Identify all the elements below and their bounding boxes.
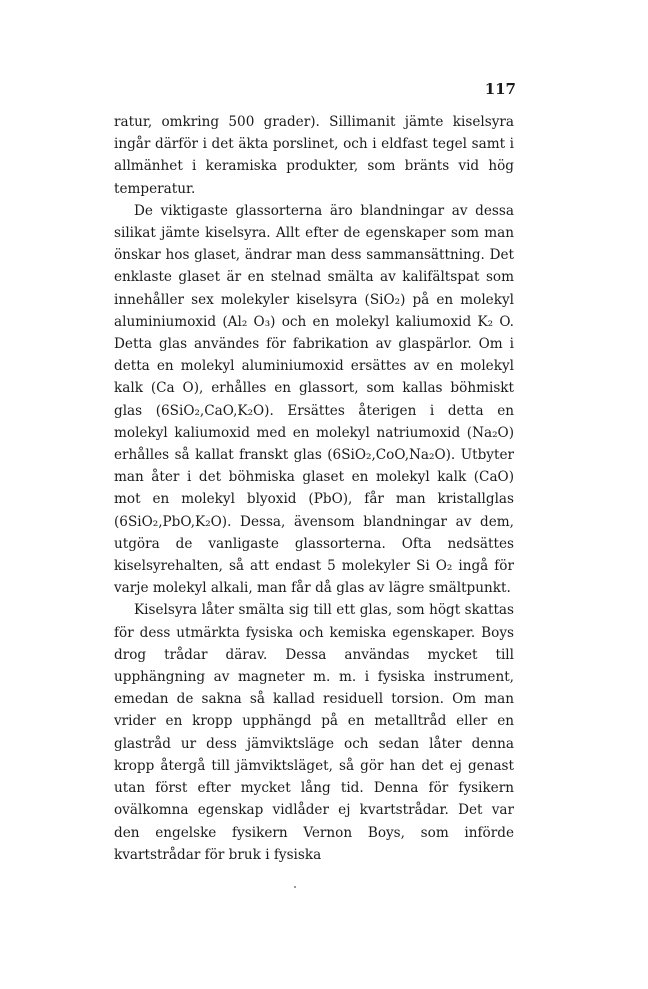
paragraph-3: Kiselsyra låter smälta sig till ett glas, som högt skattas för dess utmärkta fysiska och kemiska egenskaper. Boys drog trådar därav. Dessa användas mycket till upphängning av magneter m. m. i fysiska instrument, emedan de sakna så kallad residuell torsion. Om man vrider en kropp upphängd på en metalltråd eller en glastråd ur dess jämviktsläge och sedan låter denna kropp återgå till jämviktsläget, så gör han det ej genast utan först efter mycket lång tid. Denna för fysikern ovälkomna egenskap vidlåder ej kvartstrådar. Det var den engelske fysikern Vernon Boys, som införde kvartstrådar för bruk i fysiska	[114, 602, 514, 863]
paragraph-1: ratur, omkring 500 grader). Sillimanit jämte kiselsyra ingår därför i det äkta porslinet, och i eldfast tegel samt i allmänhet i keramiska produkter, som bränts vid hög temperatur.	[114, 114, 514, 197]
paragraph-2: De viktigaste glassorterna äro blandningar av dessa silikat jämte kiselsyra. Allt efter de egenskaper som man önskar hos glaset, ändrar man dess sammansättning. Det enklaste glaset är en stelnad smälta av kalifältspat som innehåller sex molekyler kiselsyra (SiO₂) på en molekyl aluminiumoxid (Al₂ O₃) och en molekyl kaliumoxid K₂ O. Detta glas användes för fabrikation av glaspärlor. Om i detta en molekyl aluminiumoxid ersättes av en molekyl kalk (Ca O), erhålles en glassort, som kallas böhmiskt glas (6SiO₂,CaO,K₂O). Ersättes återigen i detta en molekyl kaliumoxid med en molekyl natriumoxid (Na₂O) erhålles så kallat franskt glas (6SiO₂,CoO,Na₂O). Utbyter man åter i det böhmiska glaset en molekyl kalk (CaO) mot en molekyl blyoxid (PbO), får man kristallglas (6SiO₂,PbO,K₂O). Dessa, ävensom blandningar av dem, utgöra de vanligaste glassorterna. Ofta nedsättes kiselsyrehalten, så att endast 5 molekyler Si O₂ ingå för varje molekyl alkali, man får då glas av lägre smältpunkt.	[114, 202, 514, 597]
paper-speck	[294, 886, 296, 888]
page-number: 117	[484, 80, 516, 98]
body-text	[114, 111, 514, 866]
